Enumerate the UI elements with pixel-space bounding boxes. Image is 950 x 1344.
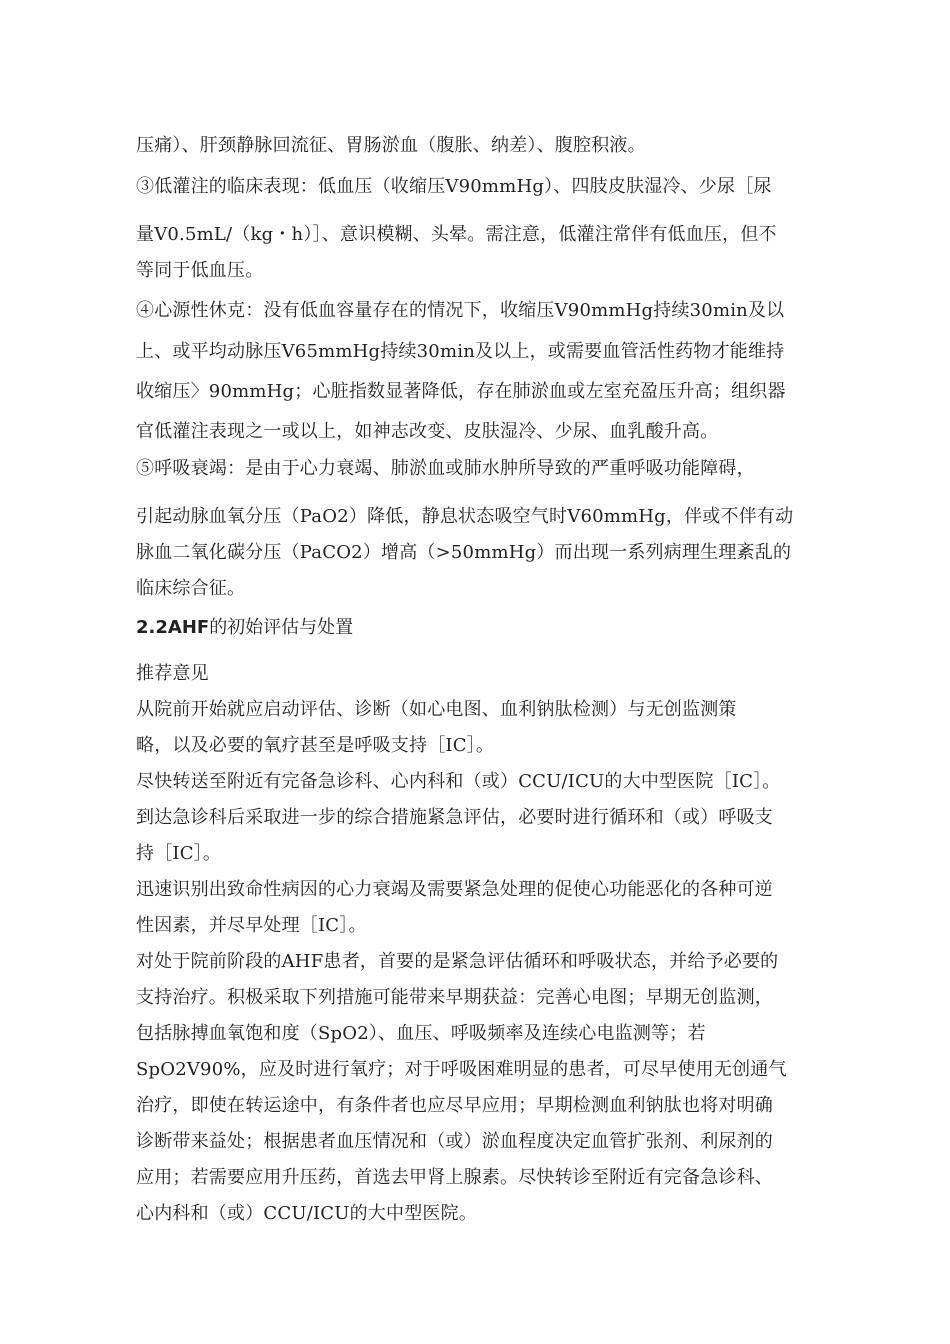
paragraph-line: 从院前开始就应启动评估、诊断（如心电图、血利钠肽检测）与无创监测策	[136, 699, 737, 720]
paragraph-line: ③低灌注的临床表现：低血压（收缩压V90mmHg）、四肢皮肤湿冷、少尿［尿	[136, 176, 772, 197]
paragraph-line: 尽快转送至附近有完备急诊科、心内科和（或）CCU/ICU的大中型医院［IC］。	[136, 771, 781, 792]
paragraph-line: 官低灌注表现之一或以上，如神志改变、皮肤湿冷、少尿、血乳酸升高。	[136, 421, 719, 442]
paragraph-line: 性因素，并尽早处理［IC］。	[136, 915, 367, 936]
paragraph-line: 量V0.5mL/（kg・h）］、意识模糊、头晕。需注意，低灌注常伴有低血压，但不	[136, 224, 777, 245]
section-title: 的初始评估与处置	[209, 617, 354, 638]
paragraph-line: 支持治疗。积极采取下列措施可能带来早期获益：完善心电图；早期无创监测，	[136, 987, 773, 1008]
section-number: 2.2AHF	[136, 617, 210, 638]
paragraph-line: 到达急诊科后采取进一步的综合措施紧急评估，必要时进行循环和（或）呼吸支	[136, 807, 773, 828]
paragraph-line: 诊断带来益处；根据患者血压情况和（或）淤血程度决定血管扩张剂、利尿剂的	[136, 1131, 773, 1152]
paragraph-line: 迅速识别出致命性病因的心力衰竭及需要紧急处理的促使心功能恶化的各种可逆	[136, 879, 773, 900]
paragraph-line: ⑤呼吸衰竭：是由于心力衰竭、肺淤血或肺水肿所导致的严重呼吸功能障碍，	[136, 458, 755, 479]
paragraph-line: 持［IC］。	[136, 843, 222, 864]
paragraph-line: 脉血二氧化碳分压（PaCO2）增高（>50mmHg）而出现一系列病理生理紊乱的	[136, 542, 792, 563]
paragraph-line: 等同于低血压。	[136, 260, 264, 281]
recommendation-title: 推荐意见	[136, 663, 209, 684]
paragraph-line: 引起动脉血氧分压（PaO2）降低，静息状态吸空气时V60mmHg，伴或不伴有动	[136, 506, 794, 527]
paragraph-line: 心内科和（或）CCU/ICU的大中型医院。	[136, 1203, 478, 1224]
paragraph-line: 压痛）、肝颈静脉回流征、胃肠淤血（腹胀、纳差）、腹腔积液。	[136, 135, 646, 156]
section-heading	[136, 616, 353, 640]
paragraph-line: 治疗，即使在转运途中，有条件者也应尽早应用；早期检测血利钠肽也将对明确	[136, 1095, 773, 1116]
paragraph-line: 临床综合征。	[136, 578, 246, 599]
paragraph-line: 略，以及必要的氧疗甚至是呼吸支持［IC］。	[136, 735, 495, 756]
paragraph-line: SpO2V90%，应及时进行氧疗；对于呼吸困难明显的患者，可尽早使用无创通气	[136, 1059, 787, 1080]
paragraph-line: 上、或平均动脉压V65mmHg持续30min及以上，或需要血管活性药物才能维持	[136, 341, 785, 362]
paragraph-line: 应用；若需要应用升压药，首选去甲肾上腺素。尽快转诊至附近有完备急诊科、	[136, 1167, 773, 1188]
paragraph-line: 包括脉搏血氧饱和度（SpO2）、血压、呼吸频率及连续心电监测等；若	[136, 1023, 706, 1044]
paragraph-line: ④心源性休克：没有低血容量存在的情况下，收缩压V90mmHg持续30min及以	[136, 300, 785, 321]
paragraph-line: 对处于院前阶段的AHF患者，首要的是紧急评估循环和呼吸状态，并给予必要的	[136, 951, 779, 972]
paragraph-line: 收缩压〉90mmHg；心脏指数显著降低，存在肺淤血或左室充盈压升高；组织器	[136, 381, 786, 402]
